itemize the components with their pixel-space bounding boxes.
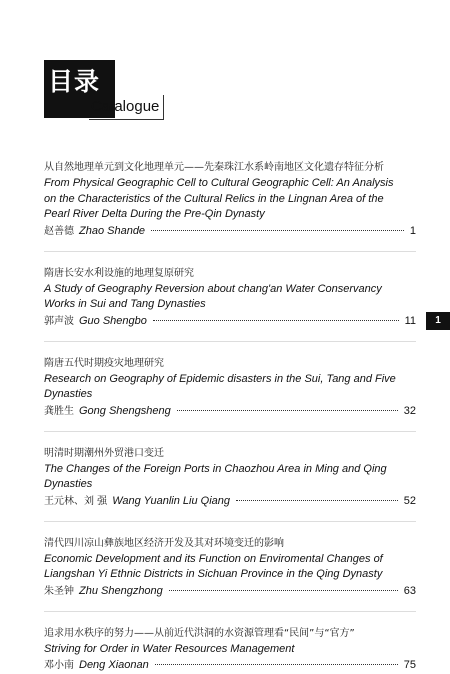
author-name-cn: 邓小南 <box>44 658 74 674</box>
entry-title-cn: 清代四川凉山彝族地区经济开发及其对环境变迁的影响 <box>44 536 416 552</box>
author-name-cn: 龚胜生 <box>44 404 74 420</box>
toc-entry[interactable] <box>44 536 416 600</box>
entry-title-en-line: Striving for Order in Water Resources Management <box>44 642 416 658</box>
entry-title-cn: 从自然地理单元到文化地理单元——先秦珠江水系岭南地区文化遗存特征分析 <box>44 160 416 176</box>
entry-author-row <box>44 313 416 330</box>
entry-title-en-line: A Study of Geography Reversion about chang'an Water Conservancy <box>44 282 416 298</box>
dot-leader <box>151 230 404 231</box>
entry-divider <box>44 341 416 342</box>
author-name-cn: 郭声波 <box>44 314 74 330</box>
toc-list <box>44 160 416 674</box>
page-title-cn: 目录 <box>48 62 100 98</box>
page-number[interactable]: 1 <box>410 223 416 239</box>
author-name-en: Deng Xiaonan <box>79 657 149 673</box>
entry-title-cn: 明清时期潮州外贸港口变迁 <box>44 446 416 462</box>
author-name-en: Guo Shengbo <box>79 313 147 329</box>
entry-title-en-line: From Physical Geographic Cell to Cultural Geographic Cell: An Analysis <box>44 176 416 192</box>
dot-leader <box>177 410 398 411</box>
entry-title-cn: 隋唐长安水利设施的地理复原研究 <box>44 266 416 282</box>
page-number[interactable]: 52 <box>404 493 416 509</box>
page-title-en: Catalogue <box>91 98 159 115</box>
entry-title-cn: 隋唐五代时期疫灾地理研究 <box>44 356 416 372</box>
author-name-en: Gong Shengsheng <box>79 403 171 419</box>
page-number[interactable]: 11 <box>405 313 416 329</box>
page-number[interactable]: 32 <box>404 403 416 419</box>
author-name-en: Wang Yuanlin Liu Qiang <box>112 493 230 509</box>
dot-leader <box>153 320 399 321</box>
entry-title-en-line: Research on Geography of Epidemic disasters in the Sui, Tang and Five <box>44 372 416 388</box>
entry-title-en-line: Dynasties <box>44 477 416 493</box>
entry-title-en-line: The Changes of the Foreign Ports in Chaozhou Area in Ming and Qing <box>44 462 416 478</box>
toc-entry[interactable] <box>44 266 416 330</box>
author-name-en: Zhao Shande <box>79 223 145 239</box>
entry-title-cn: 追求用水秩序的努力——从前近代洪洞的水资源管理看“民间”与“官方” <box>44 626 416 642</box>
author-name-cn: 朱圣钟 <box>44 584 74 600</box>
dot-leader <box>169 590 398 591</box>
entry-title-en-line: Economic Development and its Function on Enviromental Changes of <box>44 552 416 568</box>
entry-divider <box>44 251 416 252</box>
entry-author-row <box>44 403 416 420</box>
entry-title-en-line: Liangshan Yi Ethnic Districts in Sichuan Province in the Qing Dynasty <box>44 567 416 583</box>
page-number[interactable]: 63 <box>404 583 416 599</box>
author-name-cn: 赵善德 <box>44 224 74 240</box>
section-page-tab: 1 <box>426 312 450 330</box>
toc-entry[interactable] <box>44 356 416 420</box>
entry-author-row <box>44 583 416 600</box>
entry-title-en-line: Works in Sui and Tang Dynasties <box>44 297 416 313</box>
toc-entry[interactable] <box>44 626 416 674</box>
entry-divider <box>44 431 416 432</box>
title-rule-vertical <box>163 95 164 120</box>
entry-divider <box>44 521 416 522</box>
entry-title-en-line: Pearl River Delta During the Pre-Qin Dynasty <box>44 207 416 223</box>
author-name-cn: 王元林、刘 强 <box>44 494 107 510</box>
author-name-en: Zhu Shengzhong <box>79 583 163 599</box>
dot-leader <box>236 500 398 501</box>
title-underline <box>89 119 164 120</box>
entry-author-row <box>44 657 416 674</box>
entry-title-en-line: on the Characteristics of the Cultural Relics in the Lingnan Area of the <box>44 192 416 208</box>
toc-entry[interactable] <box>44 446 416 510</box>
dot-leader <box>155 664 398 665</box>
entry-title-en-line: Dynasties <box>44 387 416 403</box>
entry-divider <box>44 611 416 612</box>
entry-author-row <box>44 223 416 240</box>
entry-author-row <box>44 493 416 510</box>
toc-entry[interactable] <box>44 160 416 240</box>
page-number[interactable]: 75 <box>404 657 416 673</box>
